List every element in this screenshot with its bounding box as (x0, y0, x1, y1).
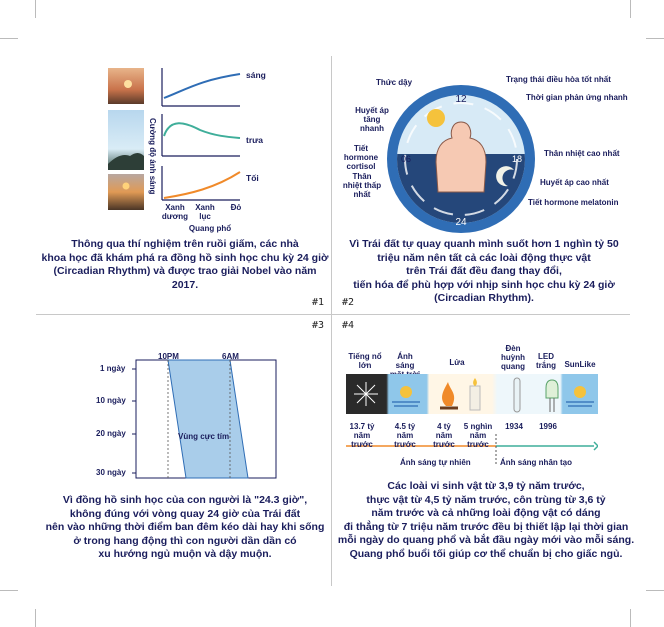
caption-line: không đúng với vòng quay 24 giờ của Trái đất (69, 507, 301, 520)
header-led: LED trắng (536, 352, 556, 370)
row-label: 10 ngày (96, 396, 126, 405)
label-highest-bp: Huyết áp cao nhất (540, 178, 609, 187)
natural-light-label: Ánh sáng tự nhiên (400, 458, 471, 467)
sun-icon (427, 109, 445, 127)
header-big-bang: Tiếng nổ lớn (348, 352, 382, 370)
caption-3 (40, 494, 330, 562)
row-label: 1 ngày (100, 364, 126, 373)
header-fire: Lửa (449, 358, 465, 367)
body-clock-diagram (384, 82, 538, 236)
caption-line: xu hướng ngủ muộn và dậy muộn. (98, 548, 272, 560)
row-label: 20 ngày (96, 429, 126, 438)
sun-icon (574, 386, 586, 398)
age-fluorescent: 1934 (505, 422, 523, 431)
panel-number: #3 (312, 320, 325, 331)
header-sunlike: SunLike (564, 360, 596, 369)
caption-line: Vì Trái đất tự quay quanh mình suốt hơn 1 nghìn tỷ 50 (349, 238, 619, 250)
label-cortisol: Tiết hormone cortisol (343, 144, 379, 171)
light-timeline (346, 374, 598, 468)
sun-icon (400, 386, 412, 398)
label-10pm: 10PM (158, 352, 179, 361)
candle-icon (470, 386, 480, 410)
caption-line: ở trong hang động thì con người dần dần có (73, 534, 297, 547)
curve-label-evening: Tối (246, 173, 259, 183)
clock-number-06: 06 (400, 154, 412, 164)
caption-line: triệu năm nên tất cả các loài động thực vật (377, 251, 591, 264)
caption-2 (336, 238, 632, 306)
label-fast-reaction: Thời gian phản ứng nhanh (526, 93, 628, 102)
label-best-coordination: Trạng thái điều hòa tốt nhất (506, 75, 611, 84)
crop-mark (646, 38, 664, 39)
label-6am: 6AM (222, 352, 239, 361)
caption-line: (Circadian Rhythm). (434, 292, 534, 304)
clock-number-24: 24 (455, 217, 467, 228)
crop-mark (35, 0, 36, 18)
caption-line: mỗi ngày do quang phổ và bắt đầu ngày mới vào mỗi sáng. (337, 534, 635, 546)
x-tick-red: Đỏ (230, 203, 242, 212)
caption-line: Quang phổ buổi tối giúp cơ thể chuẩn bị cho giấc ngủ. (349, 547, 623, 560)
age-big-bang: 13.7 tỷ năm trước (349, 422, 375, 449)
arrow-head-icon (594, 442, 598, 450)
x-tick-green: Xanh lục (195, 203, 215, 221)
label-highest-temp: Thân nhiệt cao nhất (544, 149, 620, 158)
sun-icon (123, 183, 130, 190)
x-tick-blue: Xanh dương (161, 203, 189, 221)
caption-line: Vì đồng hồ sinh học của con người là "24.3 giờ", (62, 494, 308, 506)
morning-curve (164, 74, 240, 98)
crop-mark (630, 609, 631, 627)
caption-line: tiến hóa để phù hợp với nhịp sinh học chu kỳ 24 giờ (353, 278, 615, 291)
age-fire: 4 tỷ năm trước (433, 422, 455, 449)
label-bp-rise: Huyết áp tăng nhanh (355, 106, 389, 133)
sunset-photo (108, 174, 144, 210)
artificial-light-label: Ánh sáng nhân tạo (500, 458, 572, 467)
sun-icon (124, 80, 132, 88)
led-icon (546, 380, 558, 398)
y-axis-label: Cường độ ánh sáng (148, 118, 157, 195)
caption-1 (40, 238, 330, 292)
band-label: Vùng cực tím (178, 432, 230, 441)
crop-mark (646, 590, 664, 591)
caption-line: nên vào những thời điểm ban đêm kéo dài hay khi sống (45, 521, 325, 533)
clock-number-12: 12 (455, 94, 467, 105)
age-candle: 5 nghìn năm trước (463, 422, 493, 449)
vertical-divider (331, 56, 332, 586)
evening-curve (164, 172, 240, 198)
caption-line: đi thẳng từ 7 triệu năm trước đều bị thiết lập lại thời gian (343, 520, 629, 533)
crop-mark (0, 38, 18, 39)
caption-line: năm trước và cả những loài động vật có dáng (371, 507, 601, 519)
fluorescent-tube-icon (514, 378, 520, 412)
label-wake-up: Thức dậy (376, 78, 413, 87)
caption-line: khoa học đã khám phá ra đồng hồ sinh học chu kỳ 24 giờ (41, 251, 329, 264)
horizontal-divider (36, 314, 630, 315)
label-lowest-temp: Thân nhiệt thấp nhất (342, 172, 382, 199)
clock-number-18: 18 (511, 154, 523, 164)
curve-label-morning: sáng (246, 70, 266, 80)
caption-line: Thông qua thí nghiệm trên ruồi giấm, các nhà (71, 238, 299, 250)
row-label: 30 ngày (96, 468, 126, 477)
caption-line: (Circadian Rhythm) và được trao giải Nobel vào năm 2017. (53, 265, 317, 291)
crop-mark (0, 590, 18, 591)
age-sunlight: 4.5 tỷ năm trước (394, 422, 416, 449)
crop-mark (35, 609, 36, 627)
panel-number: #2 (342, 297, 355, 308)
curve-label-noon: trưa (246, 135, 264, 145)
caption-4 (336, 480, 636, 561)
noon-curve (164, 123, 240, 138)
header-fluorescent: Đèn huỳnh quang (501, 344, 525, 371)
label-melatonin: Tiết hormone melatonin (528, 198, 619, 207)
age-led: 1996 (539, 422, 557, 431)
crop-mark (630, 0, 631, 18)
x-axis-title: Quang phổ (188, 224, 232, 233)
panel-number: #4 (342, 320, 355, 331)
panel-number: #1 (312, 297, 325, 308)
header-sunlight: Ánh sáng (395, 352, 415, 370)
big-bang-icon (354, 382, 378, 406)
caption-line: thực vật từ 4,5 tỷ năm trước, côn trùng từ 3,6 tỷ (366, 493, 606, 506)
caption-line: Các loài vi sinh vật từ 3,9 tỷ năm trước, (387, 480, 585, 492)
caption-line: trên Trái đất đều đang thay đổi, (406, 265, 562, 277)
